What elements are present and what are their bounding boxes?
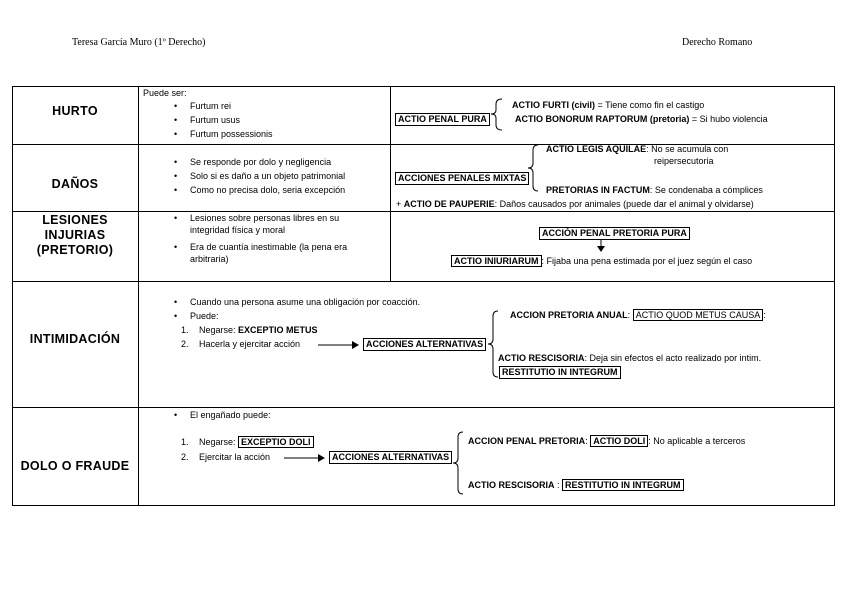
bullet-icon: • [174,115,178,125]
intimidacion-alt-option-1-end: : [763,310,766,320]
dolo-alt-option-2-box: RESTITUTIO IN INTEGRUM [562,479,684,491]
lesiones-title-line-2: INJURIAS [44,228,106,242]
intimidacion-option-2: Hacerla y ejercitar acción [199,339,301,349]
bullet-icon: • [174,157,178,167]
dolo-option-1-text: Negarse: [199,437,239,447]
lesiones-action-name: ACTIO INIURIARUM [451,255,542,267]
author-header: Teresa García Muro (1º Derecho) [72,37,206,48]
hurto-option-1-name: ACTIO FURTI (civil) [512,100,595,110]
intimidacion-alt-option-2 [498,353,761,364]
dolo-bullet-1: El engañado puede: [190,410,271,420]
table-line-bottom [12,505,835,506]
hurto-intro: Puede ser: [143,88,187,98]
lesiones-title-line-3: (PRETORIO) [36,243,114,257]
hurto-option-1 [512,100,704,111]
bullet-icon: • [174,311,178,321]
table-line-top [12,86,835,87]
intimidacion-option-1 [199,325,318,336]
danos-extra-prefix: + [396,199,404,209]
bullet-icon: • [174,410,178,420]
danos-title: DAÑOS [51,177,99,191]
subject-header: Derecho Romano [682,37,753,48]
left-brace-icon [487,310,499,378]
dolo-alt-option-1-sep: : [585,436,591,446]
dolo-alt-option-2-sep: : [554,480,563,490]
danos-option-1-desc: : No se acumula con [646,144,729,154]
dolo-alt-option-1-desc: : No aplicable a terceros [648,436,746,446]
intimidacion-alt-option-2-name: ACTIO RESCISORIA [498,353,585,363]
dolo-option-1-box: EXCEPTIO DOLI [238,436,314,448]
intimidacion-title: INTIMIDACIÓN [29,332,121,346]
danos-option-2 [546,185,763,196]
left-brace-icon [527,144,539,192]
hurto-option-1-desc: = Tiene como fin el castigo [595,100,705,110]
intimidacion-alt-option-1-sep: : [627,310,633,320]
lesiones-item: Lesiones sobre personas libres en su [190,213,340,223]
lesiones-item: Era de cuantía inestimable (la pena era [190,242,348,252]
danos-extra-desc: : Daños causados por animales (puede dar el animal y olvidarse) [494,199,754,209]
table-line-3 [12,281,835,282]
left-brace-icon [452,431,464,495]
lesiones-title [12,213,138,258]
arrow-down-icon [596,239,606,253]
dolo-option-1 [199,437,314,448]
table-column-divider [138,86,139,506]
danos-action: ACCIONES PENALES MIXTAS [395,172,529,185]
intimidacion-bullet-1: Cuando una persona asume una obligación por coacción. [190,297,421,307]
table-column-divider-2 [390,86,391,281]
table-line-4 [12,407,835,408]
table-border-right [834,86,835,506]
hurto-action: ACTIO PENAL PURA [395,113,490,126]
bullet-icon: • [174,213,178,223]
intimidacion-num-2: 2. [181,339,189,349]
dolo-option-2: Ejercitar la acción [199,452,271,462]
intimidacion-alt-option-2-desc: : Deja sin efectos el acto realizado por intim. [584,353,762,363]
lesiones-title-line-1: LESIONES [42,213,108,227]
lesiones-action [451,256,752,267]
bullet-icon: • [174,242,178,252]
danos-extra-name: ACTIO DE PAUPERIE [403,199,495,209]
danos-option-2-desc: : Se condenaba a cómplices [649,185,763,195]
intimidacion-bullet-2: Puede: [190,311,219,321]
bullet-icon: • [174,129,178,139]
intimidacion-option-1-text: Negarse: [199,325,239,335]
dolo-num-1: 1. [181,437,189,447]
intimidacion-alt-option-1 [510,310,766,321]
danos-option-1-desc-2: reipersecutoria [654,156,714,166]
danos-item: Como no precisa dolo, seria excepción [190,185,346,195]
danos-extra [396,199,754,210]
dolo-title: DOLO O FRAUDE [20,459,130,473]
intimidacion-alt-option-1-box: ACTIO QUOD METUS CAUSA [633,309,764,321]
left-brace-icon [490,98,504,132]
intimidacion-alt-option-2-box: RESTITUTIO IN INTEGRUM [499,366,621,379]
danos-option-2-name: PRETORIAS IN FACTUM [546,185,650,195]
bullet-icon: • [174,297,178,307]
dolo-alt-option-2 [468,480,684,491]
lesiones-action-desc: : Fijaba una pena estimada por el juez según el caso [541,256,753,266]
lesiones-item: integridad física y moral [190,225,286,235]
lesiones-item: arbitraria) [190,254,229,264]
arrow-right-icon [284,453,326,463]
hurto-item: Furtum rei [190,101,232,111]
hurto-item: Furtum usus [190,115,241,125]
intimidacion-num-1: 1. [181,325,189,335]
intimidacion-alt: ACCIONES ALTERNATIVAS [363,338,486,351]
dolo-alt-option-1 [468,436,745,447]
hurto-option-2-name: ACTIO BONORUM RAPTORUM (pretoria) [515,114,690,124]
bullet-icon: • [174,185,178,195]
intimidacion-alt-option-1-name: ACCION PRETORIA ANUAL [510,310,628,320]
hurto-title: HURTO [52,104,98,118]
hurto-option-2-desc: = Si hubo violencia [689,114,768,124]
table-line-2 [12,211,835,212]
dolo-num-2: 2. [181,452,189,462]
intimidacion-option-1-bold: EXCEPTIO METUS [238,325,318,335]
arrow-right-icon [318,340,360,350]
bullet-icon: • [174,101,178,111]
danos-option-1 [546,144,728,155]
lesiones-action-top: ACCIÓN PENAL PRETORIA PURA [539,227,690,240]
danos-option-1-name: ACTIO LEGIS AQUILAE [546,144,647,154]
bullet-icon: • [174,171,178,181]
table-border-left [12,86,13,506]
dolo-alt-option-1-name: ACCION PENAL PRETORIA [468,436,586,446]
hurto-item: Furtum possessionis [190,129,273,139]
dolo-alt: ACCIONES ALTERNATIVAS [329,451,452,464]
dolo-alt-option-2-name: ACTIO RESCISORIA [468,480,555,490]
hurto-option-2 [515,114,768,125]
danos-item: Se responde por dolo y negligencia [190,157,332,167]
dolo-alt-option-1-box: ACTIO DOLI [590,435,648,447]
danos-item: Solo si es daño a un objeto patrimonial [190,171,346,181]
